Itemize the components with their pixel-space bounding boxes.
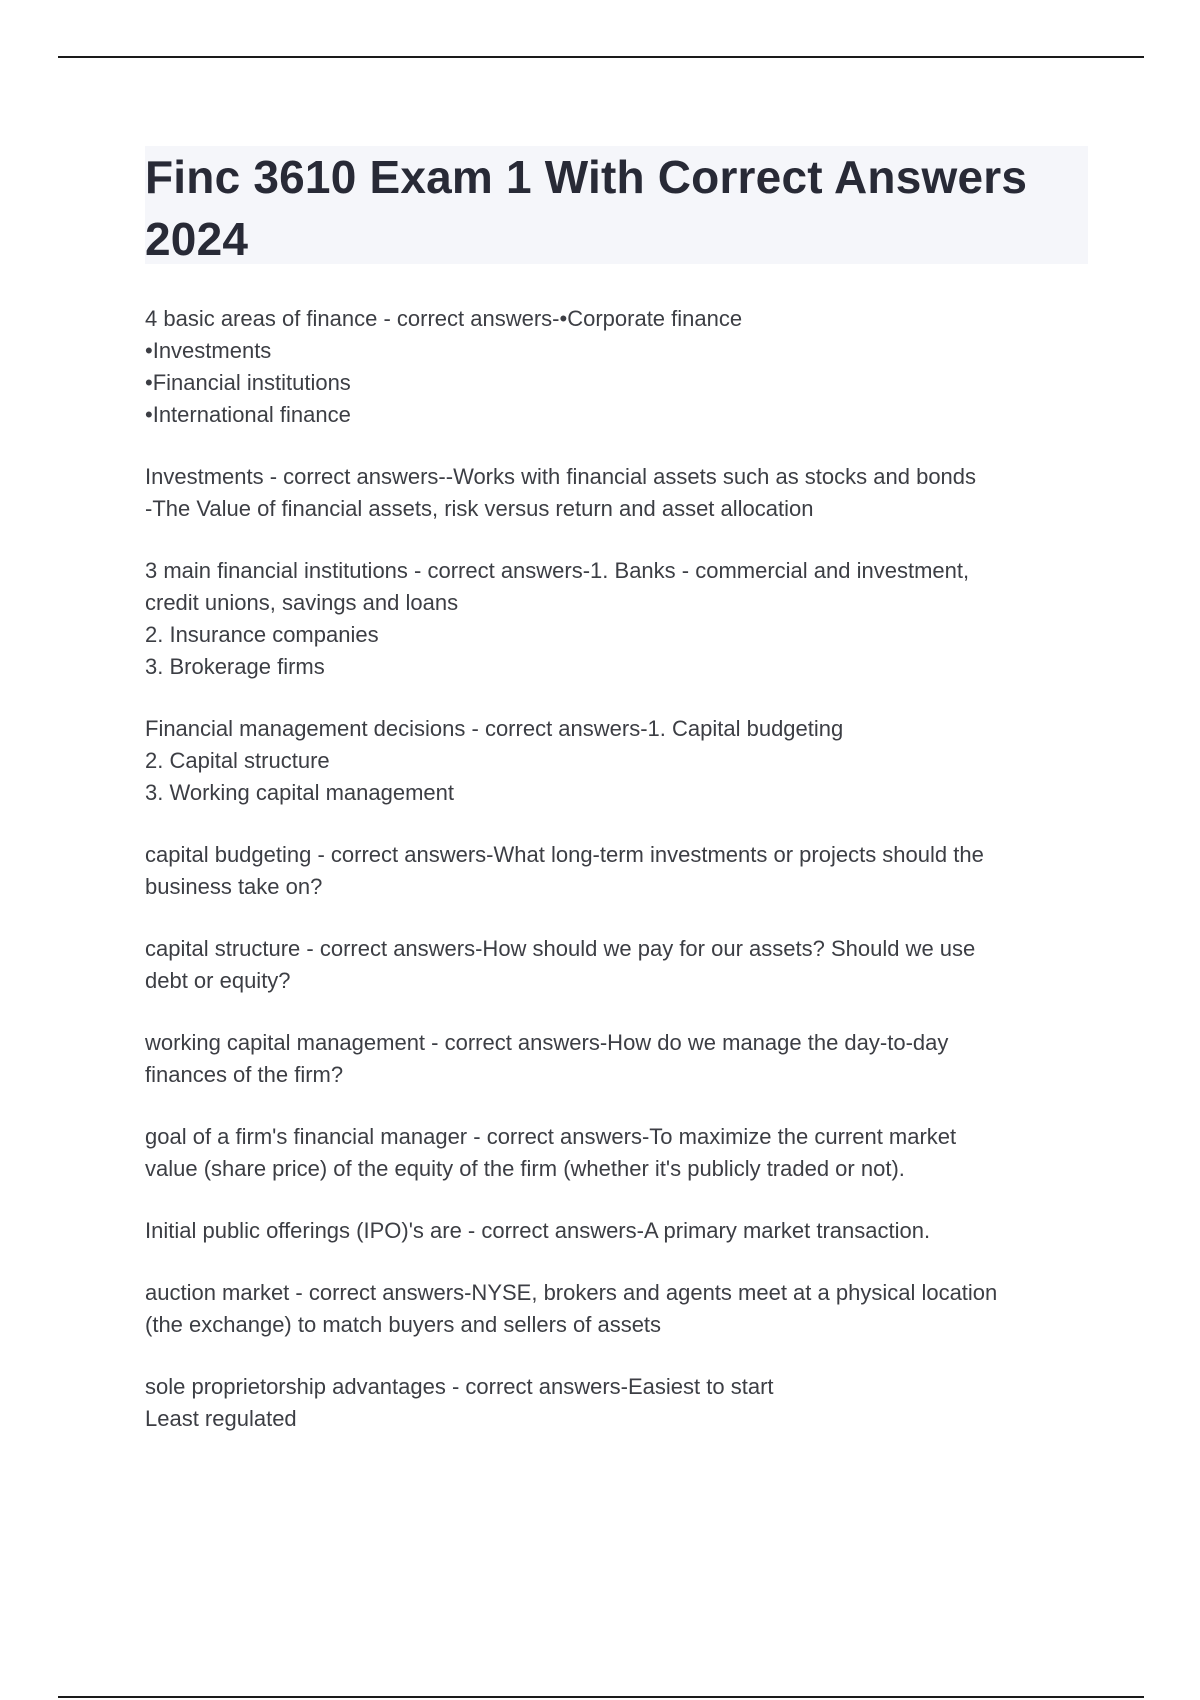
qa-line: (the exchange) to match buyers and sellers of assets (145, 1312, 662, 1337)
qa-line: auction market - correct answers-NYSE, brokers and agents meet at a physical location (145, 1280, 998, 1305)
qa-line: sole proprietorship advantages - correct answers-Easiest to start (145, 1374, 774, 1399)
title-line-2: 2024 (145, 213, 249, 265)
qa-entry (145, 1277, 1105, 1341)
title-block (145, 146, 1088, 264)
qa-line: •Financial institutions (145, 370, 351, 395)
qa-entry (145, 555, 1105, 683)
qa-line: 3 main financial institutions - correct answers-1. Banks - commercial and investment, (145, 558, 970, 583)
qa-line: credit unions, savings and loans (145, 590, 459, 615)
qa-entry (145, 713, 1105, 809)
qa-line: 2. Capital structure (145, 748, 330, 773)
qa-entry (145, 303, 1105, 431)
title-line-1: Finc 3610 Exam 1 With Correct Answers (145, 151, 1028, 203)
qa-line: value (share price) of the equity of the firm (whether it's publicly traded or not). (145, 1156, 905, 1181)
qa-entry (145, 1121, 1105, 1185)
qa-line: debt or equity? (145, 968, 291, 993)
page-title (145, 146, 1088, 270)
qa-entry (145, 1371, 1105, 1435)
qa-line: •Investments (145, 338, 272, 363)
qa-line: -The Value of financial assets, risk versus return and asset allocation (145, 496, 814, 521)
qa-line: 4 basic areas of finance - correct answers-•Corporate finance (145, 306, 743, 331)
qa-line: •International finance (145, 402, 351, 427)
qa-entry (145, 839, 1105, 903)
qa-line: working capital management - correct answers-How do we manage the day-to-day (145, 1030, 949, 1055)
qa-line: business take on? (145, 874, 323, 899)
qa-line: goal of a firm's financial manager - correct answers-To maximize the current market (145, 1124, 957, 1149)
qa-line: capital budgeting - correct answers-What long-term investments or projects should the (145, 842, 984, 867)
qa-line: capital structure - correct answers-How should we pay for our assets? Should we use (145, 936, 976, 961)
qa-line: 2. Insurance companies (145, 622, 379, 647)
qa-line: 3. Brokerage firms (145, 654, 325, 679)
qa-line: Initial public offerings (IPO)'s are - correct answers-A primary market transaction. (145, 1218, 931, 1243)
qa-line: Investments - correct answers--Works with financial assets such as stocks and bonds (145, 464, 977, 489)
qa-line: finances of the firm? (145, 1062, 344, 1087)
qa-entry (145, 933, 1105, 997)
qa-list (145, 303, 1105, 1465)
qa-entry (145, 1027, 1105, 1091)
bottom-divider (58, 1696, 1144, 1698)
top-divider (58, 56, 1144, 58)
qa-line: 3. Working capital management (145, 780, 454, 805)
qa-entry (145, 461, 1105, 525)
qa-line: Financial management decisions - correct answers-1. Capital budgeting (145, 716, 844, 741)
qa-entry (145, 1215, 1105, 1247)
qa-line: Least regulated (145, 1406, 297, 1431)
